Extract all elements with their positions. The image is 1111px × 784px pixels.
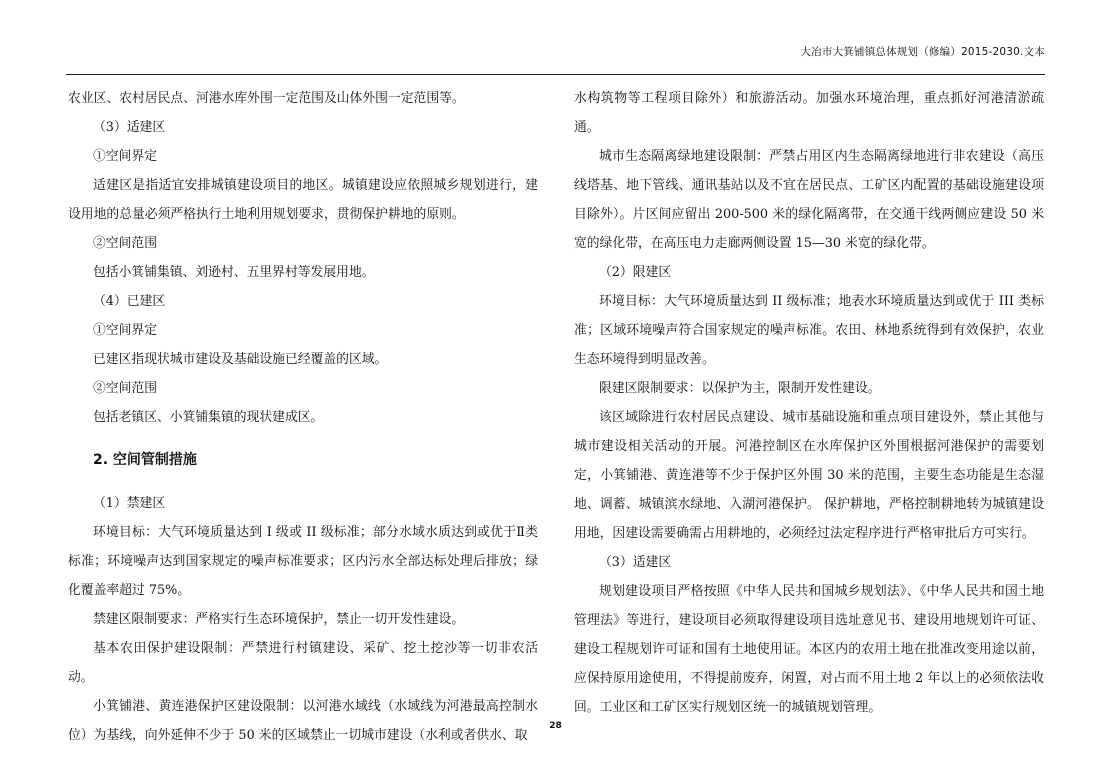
paragraph: 该区域除进行农村居民点建设、城市基础设施和重点项目建设外，禁止其他与城市建设相关活动的开展。河港控制区在水库保护区外围根据河港保护的需要划定，小箕铺港、黄连港等不少于保护区外围 30 米的范围，主要生态功能是生态湿地、调蓄、城镇滨水绿地、入湖河港保护。 保护耕地，严格控制耕地转为城镇建设用地，因建设需要确需占用耕地的，必须经过法定程序进行严格审批后方可实行。 [574, 410, 1044, 541]
paragraph: 小箕铺港、黄连港保护区建设限制：以河港水域线（水域线为河港最高控制水位）为基线，向外延伸不少于 50 米的区域禁止一切城市建设（水利或者供水、取 [68, 699, 538, 743]
item-label: ②空间范围 [93, 381, 157, 396]
left-column [68, 84, 538, 750]
paragraph: 限建区限制要求：以保护为主，限制开发性建设。 [599, 381, 881, 396]
right-column [574, 84, 1044, 722]
paragraph-continuation: 农业区、农村居民点、河港水库外围一定范围及山体外围一定范围等。 [68, 91, 465, 106]
paragraph-continuation: 水构筑物等工程项目除外）和旅游活动。加强水环境治理，重点抓好河港清淤疏通。 [574, 91, 1044, 135]
item-label: ①空间界定 [93, 149, 157, 164]
document-header: 大冶市大箕铺镇总体规划（修编）2015-2030.文本 [800, 46, 1045, 58]
paragraph: 城市生态隔离绿地建设限制：严禁占用区内生态隔离绿地进行非农建设（高压线塔基、地下管线、通讯基站以及不宜在居民点、工矿区内配置的基础设施建设项目除外）。片区间应留出 200-500 米的绿化隔离带，在交通干线两侧应建设 50 米宽的绿化带，在高压电力走廊两侧设置 15—30 米宽的绿化带。 [574, 149, 1044, 251]
subsection-title: （4）已建区 [93, 294, 166, 309]
paragraph: 环境目标：大气环境质量达到 I 级或 II 级标准；部分水域水质达到或优于Ⅱ类标准；环境噪声达到国家规定的噪声标准要求；区内污水全部达标处理后排放；绿化覆盖率超过 75%。 [68, 525, 538, 598]
section-heading: 2. 空间管制措施 [93, 452, 197, 468]
paragraph: 适建区是指适宜安排城镇建设项目的地区。城镇建设应依照城乡规划进行，建设用地的总量必须严格执行土地利用规划要求，贯彻保护耕地的原则。 [68, 178, 538, 222]
page-number: 28 [549, 721, 562, 731]
paragraph: 包括老镇区、小箕铺集镇的现状建成区。 [93, 410, 324, 425]
subsection-title: （3）适建区 [93, 120, 166, 135]
item-label: ①空间界定 [93, 323, 157, 338]
paragraph: 禁建区限制要求：严格实行生态环境保护，禁止一切开发性建设。 [93, 612, 465, 627]
paragraph: 已建区指现状城市建设及基础设施已经覆盖的区域。 [93, 352, 388, 367]
subsection-title: （2）限建区 [599, 265, 672, 280]
paragraph: 基本农田保护建设限制：严禁进行村镇建设、采矿、挖土挖沙等一切非农活动。 [68, 641, 538, 685]
paragraph: 包括小箕铺集镇、刘逊村、五里界村等发展用地。 [93, 265, 375, 280]
item-label: ②空间范围 [93, 236, 157, 251]
subsection-title: （1）禁建区 [93, 496, 166, 511]
paragraph: 规划建设项目严格按照《中华人民共和国城乡规划法》、《中华人民共和国土地管理法》等进行，建设项目必须取得建设项目选址意见书、建设用地规划许可证、建设工程规划许可证和国有土地使用证。本区内的农用土地在批准改变用途以前，应保持原用途使用，不得提前废弃，闲置，对占而不用土地 2 年以上的必须依法收回。工业区和工矿区实行规划区统一的城镇规划管理。 [574, 584, 1044, 715]
header-rule [66, 74, 1045, 75]
paragraph: 环境目标：大气环境质量达到 II 级标准；地表水环境质量达到或优于 III 类标准；区域环境噪声符合国家规定的噪声标准。农田、林地系统得到有效保护，农业生态环境得到明显改善。 [574, 294, 1044, 367]
subsection-title: （3）适建区 [599, 555, 672, 570]
